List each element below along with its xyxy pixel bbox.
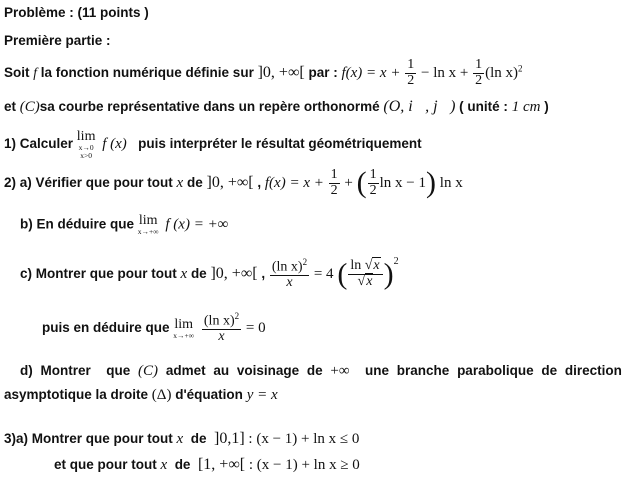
- x-variable: x: [176, 174, 184, 191]
- lim-subscript: x→+∞: [137, 227, 159, 236]
- question-2d-part2: [4, 387, 278, 404]
- inner-ln-term: ln x − 1: [379, 174, 427, 191]
- fraction-numerator: 1: [407, 57, 415, 72]
- denominator-x: x: [218, 329, 225, 345]
- exponent-2: 2: [302, 256, 308, 267]
- partie-title-text: Première partie :: [4, 33, 111, 48]
- lim-word: lim: [138, 213, 158, 228]
- asymptotique-text: asymptotique la droite: [4, 387, 149, 402]
- q1-fx: f (x): [102, 136, 127, 153]
- q2b-label: b) En déduire que: [20, 216, 135, 232]
- probleme-title: [4, 5, 149, 20]
- q2d-label: d) Montrer: [20, 363, 91, 378]
- fraction-one-half: [405, 58, 416, 88]
- fraction-one-half-2: [473, 58, 484, 88]
- courbe-line: [4, 98, 549, 116]
- fraction-one-half-inner: [368, 168, 379, 198]
- de-text: de: [190, 431, 207, 446]
- comma: ,: [257, 174, 262, 190]
- fx-definition-lhs: f(x) = x +: [341, 64, 401, 81]
- question-2a: [4, 168, 463, 198]
- paren-close: ): [383, 257, 394, 291]
- equals-zero: = 0: [245, 320, 266, 337]
- line-equation: y = x: [246, 387, 278, 403]
- sqrt-arg: x: [373, 258, 380, 274]
- x-variable: x: [176, 431, 184, 447]
- x-variable: x: [180, 266, 188, 282]
- question-2c-part2: [42, 312, 266, 345]
- inequality-le: : (x − 1) + ln x ≤ 0: [248, 431, 360, 447]
- equation-text: d'équation: [175, 387, 243, 402]
- q3a-label: 3)a) Montrer que pour tout: [4, 431, 173, 446]
- domain-interval: ]0, +∞[: [206, 173, 254, 191]
- par-text: par :: [308, 64, 338, 80]
- lim-word: lim: [76, 129, 96, 144]
- soit-text: Soit: [4, 64, 30, 80]
- ln-sqrt-fraction: $\frac{\ln √x}{√x}$: [348, 259, 382, 289]
- exponent-2: 2: [518, 63, 523, 74]
- unite-close: ): [544, 99, 549, 114]
- probleme-title-text: Problème : (11 points ): [4, 5, 149, 20]
- paren-open: (: [337, 257, 348, 291]
- equals-four: = 4: [313, 266, 334, 282]
- q2c-label: c) Montrer que pour tout: [20, 266, 177, 281]
- curve-c-symbol: (C): [138, 363, 159, 379]
- q2c2-limit: [173, 318, 194, 340]
- fraction-one-half: [329, 168, 340, 198]
- que-text: que: [106, 363, 131, 378]
- fraction-denominator: 2: [330, 182, 338, 198]
- domain-interval: ]0, +∞[: [257, 63, 305, 81]
- fx-lhs: f(x) = x +: [264, 174, 324, 191]
- paren-close: ): [426, 166, 437, 200]
- q3a2-label: et que pour tout: [54, 457, 157, 472]
- admet-text: admet au voisinage de: [165, 363, 323, 378]
- q2c2-label: puis en déduire que: [42, 320, 170, 336]
- ln-squared-over-x: [270, 258, 309, 291]
- question-1: [4, 130, 422, 159]
- intro-line: [4, 58, 523, 88]
- question-2d: [20, 363, 622, 380]
- q2b-limit: [138, 214, 159, 236]
- q1-text: puis interpréter le résultat géométriquement: [138, 136, 422, 152]
- paren-open: (: [356, 166, 367, 200]
- delta-symbol: (Δ): [151, 387, 172, 403]
- minus-ln-term: − ln x +: [420, 64, 469, 81]
- inequality-ge: : (x − 1) + ln x ≥ 0: [248, 457, 360, 473]
- ln-word: ln: [350, 258, 362, 274]
- plus-sign: +: [344, 174, 353, 191]
- de-text: de: [190, 266, 207, 281]
- ln-squared-over-x: [202, 312, 241, 345]
- fonction-text: la fonction numérique définie sur: [40, 64, 254, 80]
- lim-subscript: x→+∞: [173, 330, 195, 340]
- interval-1-inf: [1, +∞[: [197, 456, 246, 473]
- question-2b: [20, 214, 228, 236]
- fraction-numerator: 1: [475, 57, 483, 72]
- lim-subscript-2: x>0: [80, 150, 92, 160]
- fraction-denominator: 2: [369, 182, 377, 198]
- et-text: et: [4, 99, 17, 114]
- de-text: de: [174, 457, 191, 472]
- exponent-2-outer: 2: [393, 256, 399, 267]
- q2b-expression: f (x) = +∞: [165, 216, 229, 233]
- q1-label: 1) Calculer: [4, 136, 74, 152]
- denominator-x: x: [286, 275, 293, 291]
- question-3a-part2: [54, 456, 360, 474]
- plus-infinity: +∞: [330, 363, 350, 379]
- unite-text: ( unité :: [459, 99, 508, 114]
- exponent-2: 2: [234, 311, 240, 321]
- partie-title: [4, 33, 111, 48]
- unite-value: 1 cm: [511, 99, 541, 115]
- f-symbol: f: [33, 64, 38, 80]
- q2a-label: 2) a) Vérifier que pour tout: [4, 174, 173, 190]
- comma: ,: [261, 266, 266, 281]
- curve-c-symbol: (C): [19, 99, 40, 115]
- sqrt-arg: x: [366, 273, 373, 289]
- numerator-ln: (ln x): [203, 313, 235, 329]
- question-3a: [4, 430, 359, 448]
- numerator-ln: (ln x): [271, 259, 303, 275]
- fraction-numerator: 1: [330, 167, 338, 182]
- ln-squared-base: (ln x): [485, 64, 519, 81]
- ln-tail: ln x: [439, 174, 463, 191]
- fraction-denominator: 2: [407, 72, 415, 88]
- fraction-numerator: 1: [369, 167, 377, 182]
- x-variable: x: [160, 457, 168, 473]
- lim-word: lim: [174, 316, 194, 332]
- domain-interval: ]0, +∞[: [210, 265, 258, 282]
- repere-symbol: (O, i⃗, j⃗): [383, 98, 456, 115]
- de-text: de: [186, 174, 203, 190]
- branche-text: une branche parabolique de direction: [365, 363, 622, 378]
- lim-subscript-1: x→0: [78, 143, 94, 152]
- interval-0-1: ]0,1]: [213, 430, 245, 447]
- sa-courbe-text: sa courbe représentative dans un repère orthonormé: [39, 99, 380, 114]
- question-2c: [20, 256, 399, 291]
- q1-limit: [77, 130, 96, 159]
- fraction-denominator: 2: [475, 72, 483, 88]
